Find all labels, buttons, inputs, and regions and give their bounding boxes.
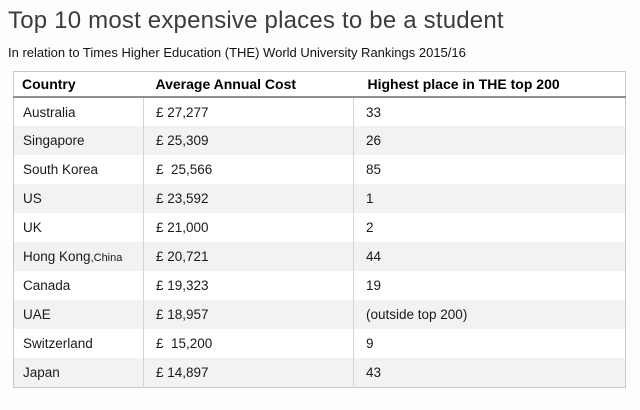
- table-row: [14, 271, 626, 300]
- cost-cell: £ 21,000: [144, 213, 354, 242]
- cost-cell: £ 23,592: [144, 184, 354, 213]
- country-cell: [14, 184, 144, 213]
- country-name: Australia: [23, 104, 76, 120]
- cost-cell: £ 25,309: [144, 126, 354, 155]
- rank-cell: 1: [354, 184, 626, 213]
- table-row: [14, 242, 626, 271]
- table-row: [14, 184, 626, 213]
- table-body: [14, 97, 626, 387]
- country-name: Switzerland: [23, 336, 93, 351]
- table-row: [14, 155, 626, 184]
- country-name: Singapore: [23, 133, 85, 148]
- cost-cell: £ 25,566: [144, 155, 354, 184]
- rank-cell: 85: [354, 155, 626, 184]
- rank-cell: 26: [354, 126, 626, 155]
- page: [0, 7, 640, 410]
- country-cell: [14, 329, 144, 358]
- column-header-country: Country: [14, 72, 144, 98]
- cost-cell: £ 19,323: [144, 271, 354, 300]
- rank-cell: 44: [354, 242, 626, 271]
- country-name: Canada: [23, 278, 71, 293]
- country-name: Japan: [23, 364, 60, 380]
- cost-cell: £ 15,200: [144, 329, 354, 358]
- table-row: [14, 300, 626, 329]
- country-name: Hong Kong: [23, 249, 91, 264]
- country-cell: [14, 155, 144, 184]
- column-header-cost: Average Annual Cost: [144, 72, 354, 98]
- country-name: US: [23, 191, 42, 206]
- country-cell: [14, 271, 144, 300]
- page-title: Top 10 most expensive places to be a student: [8, 7, 504, 34]
- country-cell: [14, 242, 144, 271]
- page-subtitle: In relation to Times Higher Education (THE) World University Rankings 2015/16: [8, 45, 466, 60]
- country-cell: [14, 126, 144, 155]
- country-cell: [14, 213, 144, 242]
- table-row: [14, 97, 626, 126]
- student-cost-table: [13, 71, 626, 388]
- table-header: [14, 72, 626, 98]
- rank-cell: (outside top 200): [354, 300, 626, 329]
- column-header-rank: Highest place in THE top 200: [354, 72, 626, 98]
- table-row: [14, 126, 626, 155]
- table-row: [14, 329, 626, 358]
- cost-cell: £ 27,277: [144, 97, 354, 126]
- table-row: [14, 358, 626, 387]
- country-name: UAE: [23, 307, 51, 322]
- cost-cell: £ 20,721: [144, 242, 354, 271]
- rank-cell: 9: [354, 329, 626, 358]
- country-cell: [14, 358, 144, 387]
- cost-cell: £ 18,957: [144, 300, 354, 329]
- rank-cell: 2: [354, 213, 626, 242]
- country-name: South Korea: [23, 162, 99, 177]
- table-row: [14, 213, 626, 242]
- cost-cell: £ 14,897: [144, 358, 354, 387]
- rank-cell: 33: [354, 97, 626, 126]
- rank-cell: 43: [354, 358, 626, 387]
- country-cell: [14, 97, 144, 126]
- country-cell: [14, 300, 144, 329]
- rank-cell: 19: [354, 271, 626, 300]
- country-suffix: ,China: [90, 252, 123, 264]
- table-header-row: [14, 72, 626, 98]
- country-name: UK: [23, 220, 42, 235]
